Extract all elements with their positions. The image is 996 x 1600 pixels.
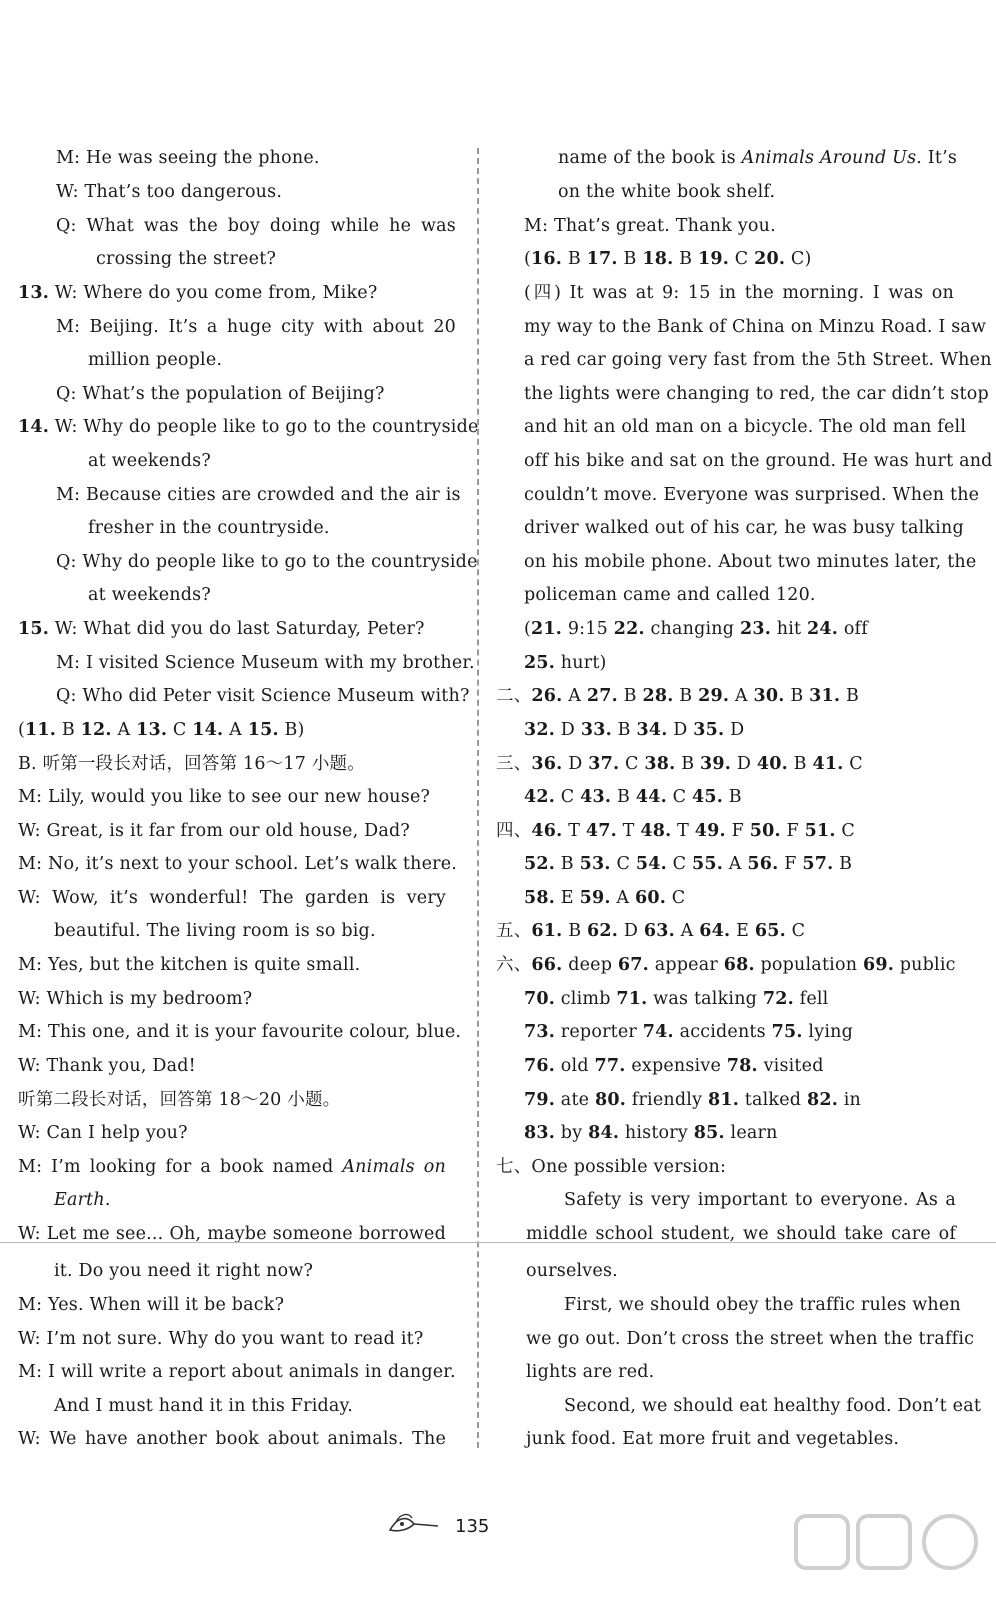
text-line: middle school student, we should take care of (526, 1224, 956, 1244)
text-line: 15. W: What did you do last Saturday, Peter? (18, 619, 425, 639)
text-line: ourselves. (526, 1261, 618, 1281)
text-line: lights are red. (526, 1362, 655, 1382)
leaf-ornament-icon (386, 1510, 442, 1542)
text-line: on his mobile phone. About two minutes later, the (524, 552, 977, 572)
text-line: W: I’m not sure. Why do you want to read it? (18, 1329, 424, 1349)
text-line: 13. W: Where do you come from, Mike? (18, 283, 378, 303)
text-line: the lights were changing to red, the car didn’t stop (524, 384, 989, 404)
column-divider (477, 148, 479, 1448)
page-fold-line (0, 1242, 996, 1243)
text-line: my way to the Bank of China on Minzu Road. I saw (524, 317, 987, 337)
answer-line: (11. B 12. A 13. C 14. A 15. B) (18, 720, 305, 740)
text-line: M: I visited Science Museum with my brother. (56, 653, 475, 673)
text-line: W: That’s too dangerous. (56, 182, 283, 202)
answer-line: 76. old 77. expensive 78. visited (524, 1056, 824, 1076)
answer-line: (21. 9:15 22. changing 23. hit 24. off (524, 619, 868, 639)
text-line: Safety is very important to everyone. As a (564, 1190, 956, 1210)
text-line: M: Yes, but the kitchen is quite small. (18, 955, 361, 975)
mxqe-watermark-logo (792, 1508, 982, 1582)
text-line: it. Do you need it right now? (54, 1261, 314, 1281)
text-line: beautiful. The living room is so big. (54, 921, 376, 941)
text-line: fresher in the countryside. (88, 518, 330, 538)
text-line: (四) It was at 9: 15 in the morning. I was on (524, 283, 954, 303)
text-line: driver walked out of his car, he was busy talking (524, 518, 964, 538)
text-line: Q: Who did Peter visit Science Museum with? (56, 686, 470, 706)
text-line: a red car going very fast from the 5th Street. When (524, 350, 992, 370)
text-line: M: Because cities are crowded and the air is (56, 485, 461, 505)
text-line: name of the book is Animals Around Us. It’s (558, 148, 958, 168)
text-line: on the white book shelf. (558, 182, 776, 202)
answer-line: 三、36. D 37. C 38. B 39. D 40. B 41. C (496, 754, 863, 774)
text-line: And I must hand it in this Friday. (54, 1396, 354, 1416)
answer-line: 32. D 33. B 34. D 35. D (524, 720, 745, 740)
text-line: W: Let me see... Oh, maybe someone borrowed (18, 1224, 446, 1244)
page-number: 135 (455, 1516, 490, 1537)
text-line: 听第二段长对话，回答第 18～20 小题。 (18, 1090, 341, 1110)
text-line: M: Yes. When will it be back? (18, 1295, 285, 1315)
text-line: M: Beijing. It’s a huge city with about 20 (56, 317, 456, 337)
text-line: 14. W: Why do people like to go to the countryside (18, 417, 479, 437)
text-line: M: That’s great. Thank you. (524, 216, 776, 236)
answer-line: 42. C 43. B 44. C 45. B (524, 787, 742, 807)
text-line: M: I will write a report about animals in danger. (18, 1362, 456, 1382)
answer-line: 52. B 53. C 54. C 55. A 56. F 57. B (524, 854, 853, 874)
text-line: 七、One possible version: (496, 1157, 727, 1177)
answer-line: 58. E 59. A 60. C (524, 888, 686, 908)
text-line: policeman came and called 120. (524, 585, 816, 605)
answer-line: 六、66. deep 67. appear 68. population 69. public (496, 955, 956, 975)
text-line: Second, we should eat healthy food. Don’t eat (564, 1396, 982, 1416)
answer-line: 二、26. A 27. B 28. B 29. A 30. B 31. B (496, 686, 860, 706)
answer-line: 73. reporter 74. accidents 75. lying (524, 1022, 853, 1042)
text-line: crossing the street? (96, 249, 277, 269)
text-line: M: I’m looking for a book named Animals on (18, 1157, 446, 1177)
text-line: off his bike and sat on the ground. He was hurt and (524, 451, 993, 471)
text-line: W: Thank you, Dad! (18, 1056, 196, 1076)
text-line: M: Lily, would you like to see our new house? (18, 787, 431, 807)
text-line: B. 听第一段长对话，回答第 16～17 小题。 (18, 754, 365, 774)
answer-line: 70. climb 71. was talking 72. fell (524, 989, 829, 1009)
answer-line: 四、46. T 47. T 48. T 49. F 50. F 51. C (496, 821, 856, 841)
answer-line: 25. hurt) (524, 653, 607, 673)
text-line: million people. (88, 350, 223, 370)
text-line: we go out. Don’t cross the street when the traffic (526, 1329, 975, 1349)
text-line: and hit an old man on a bicycle. The old man fell (524, 417, 967, 437)
text-line: M: This one, and it is your favourite colour, blue. (18, 1022, 462, 1042)
text-line: W: Can I help you? (18, 1123, 188, 1143)
answer-line: 83. by 84. history 85. learn (524, 1123, 778, 1143)
answer-line: 79. ate 80. friendly 81. talked 82. in (524, 1090, 862, 1110)
text-line: M: He was seeing the phone. (56, 148, 320, 168)
text-line: Q: What was the boy doing while he was (56, 216, 456, 236)
text-line: M: No, it’s next to your school. Let’s walk there. (18, 854, 458, 874)
text-line: Q: What’s the population of Beijing? (56, 384, 385, 404)
text-line: W: Which is my bedroom? (18, 989, 253, 1009)
answer-line: 五、61. B 62. D 63. A 64. E 65. C (496, 921, 806, 941)
text-line: W: We have another book about animals. The (18, 1429, 446, 1449)
text-line: junk food. Eat more fruit and vegetables. (526, 1429, 900, 1449)
text-line: Earth. (54, 1190, 111, 1210)
text-line: First, we should obey the traffic rules when (564, 1295, 961, 1315)
answer-line: (16. B 17. B 18. B 19. C 20. C) (524, 249, 812, 269)
text-line: Q: Why do people like to go to the countryside (56, 552, 478, 572)
text-line: couldn’t move. Everyone was surprised. When the (524, 485, 980, 505)
text-line: at weekends? (88, 585, 211, 605)
text-line: W: Great, is it far from our old house, Dad? (18, 821, 410, 841)
text-line: W: Wow, it’s wonderful! The garden is very (18, 888, 446, 908)
text-line: at weekends? (88, 451, 211, 471)
